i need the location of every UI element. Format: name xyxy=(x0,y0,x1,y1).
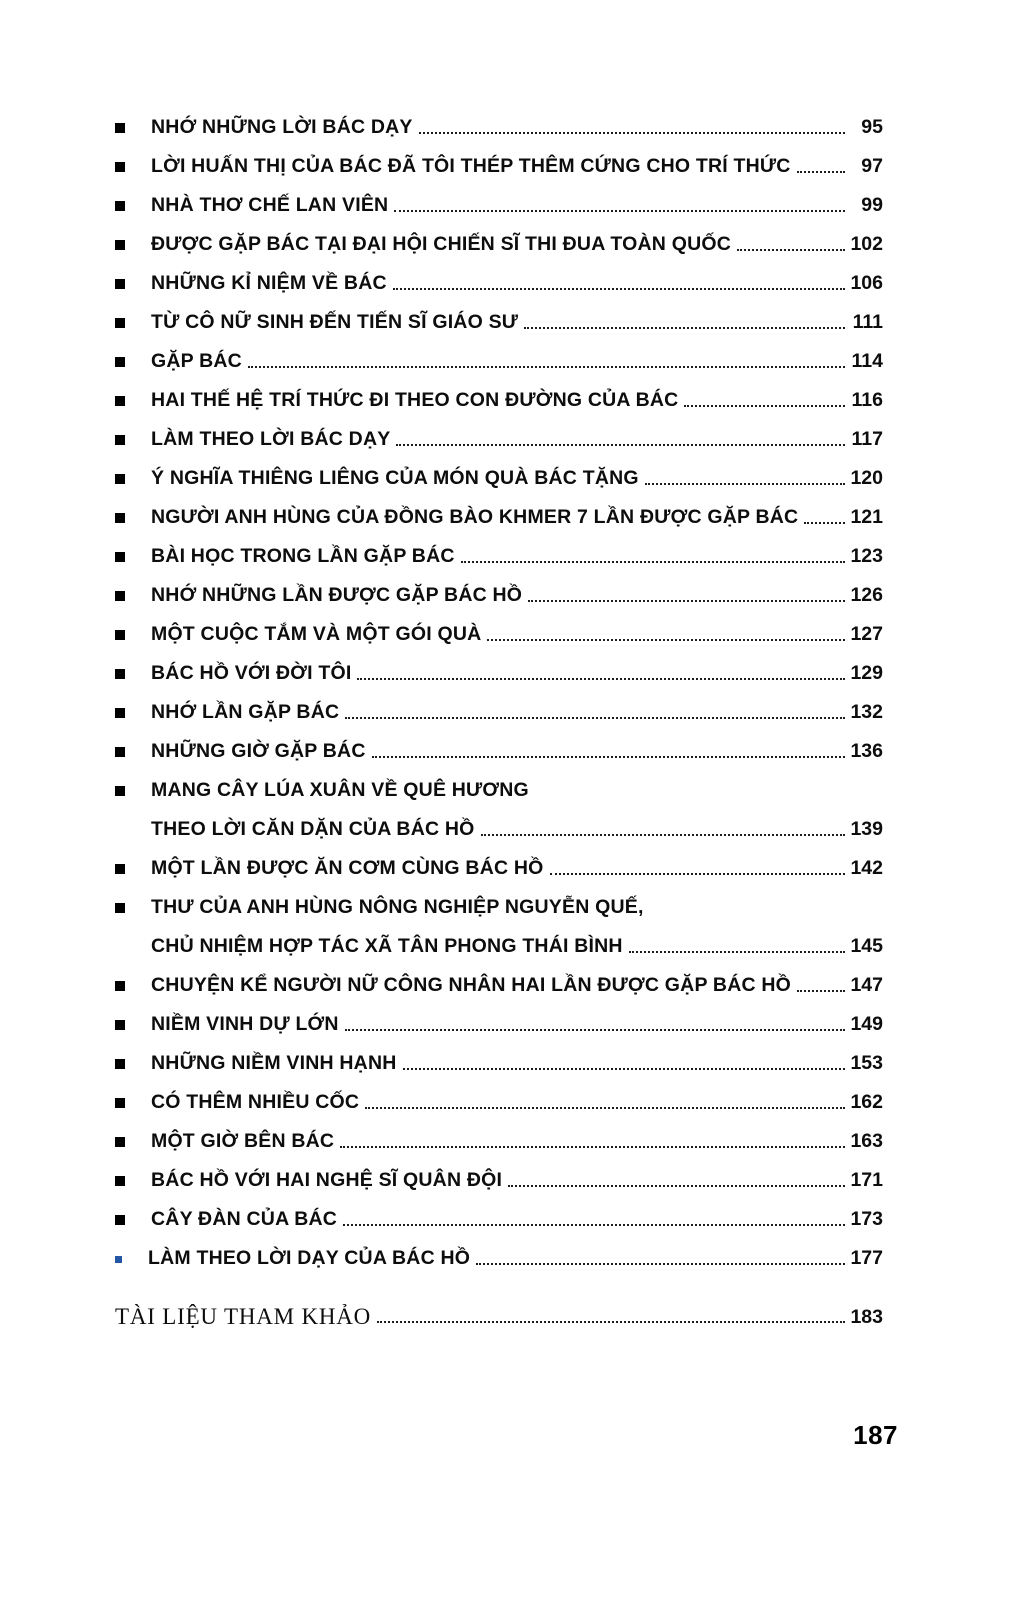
bullet-square-icon xyxy=(115,1059,125,1069)
dot-leader xyxy=(684,389,845,407)
entry-page-number: 97 xyxy=(861,155,883,177)
entry-title: LÀM THEO LỜI DẠY CỦA BÁC HỒ xyxy=(148,1247,471,1269)
toc-entry xyxy=(115,147,883,186)
entry-page-number: 127 xyxy=(850,623,883,645)
entry-page-number: 139 xyxy=(850,818,883,840)
entry-page-number: 173 xyxy=(850,1208,883,1230)
bullet-square-icon xyxy=(115,1137,125,1147)
entry-page-number: 126 xyxy=(850,584,883,606)
dot-leader xyxy=(393,272,845,290)
entry-title: NHÀ THƠ CHẾ LAN VIÊN xyxy=(151,194,389,216)
dot-leader xyxy=(396,428,845,446)
dot-leader xyxy=(419,116,845,134)
toc-entry xyxy=(115,381,883,420)
bullet-square-icon xyxy=(115,474,125,484)
entry-lines xyxy=(151,537,883,576)
entry-title: NIỀM VINH DỰ LỚN xyxy=(151,1013,339,1035)
entry-page-number: 145 xyxy=(850,935,883,957)
bullet-square-icon xyxy=(115,864,125,874)
entry-page-number: 111 xyxy=(852,311,883,333)
dot-leader xyxy=(345,1013,845,1031)
toc-entry xyxy=(115,771,883,849)
toc-list xyxy=(115,108,883,1340)
toc-entry xyxy=(115,654,883,693)
toc-entry xyxy=(115,264,883,303)
entry-page-number: 114 xyxy=(851,350,883,372)
entry-title: MỘT GIỜ BÊN BÁC xyxy=(151,1130,335,1152)
entry-page-number: 102 xyxy=(850,233,883,255)
entry-lines xyxy=(151,615,883,654)
entry-page-number: 142 xyxy=(850,857,883,879)
toc-entry xyxy=(115,693,883,732)
references-label: TÀI LIỆU THAM KHẢO xyxy=(115,1304,372,1329)
dot-leader xyxy=(461,545,845,563)
entry-page-number: 121 xyxy=(850,506,883,528)
bullet-square-icon xyxy=(115,201,125,211)
entry-page-number: 163 xyxy=(850,1130,883,1152)
entry-page-number: 171 xyxy=(850,1169,883,1191)
entry-title: CÂY ĐÀN CỦA BÁC xyxy=(151,1208,338,1230)
entry-title: CHỦ NHIỆM HỢP TÁC XÃ TÂN PHONG THÁI BÌNH xyxy=(151,935,623,957)
entry-title: THƯ CỦA ANH HÙNG NÔNG NGHIỆP NGUYỄN QUẾ, xyxy=(151,896,644,918)
bullet-square-icon xyxy=(115,1098,125,1108)
entry-title: TỪ CÔ NỮ SINH ĐẾN TIẾN SĨ GIÁO SƯ xyxy=(151,311,519,333)
entry-lines xyxy=(151,1200,883,1239)
entry-title: NHỚ NHỮNG LẦN ĐƯỢC GẶP BÁC HỒ xyxy=(151,584,523,606)
entry-lines xyxy=(151,693,883,732)
dot-leader xyxy=(629,935,845,953)
entry-lines xyxy=(151,498,883,537)
entry-lines xyxy=(151,1083,883,1122)
toc-entry xyxy=(115,576,883,615)
toc-entry xyxy=(115,342,883,381)
entry-title: NHỮNG GIỜ GẶP BÁC xyxy=(151,740,366,762)
entry-lines xyxy=(151,186,883,225)
bullet-square-icon xyxy=(115,357,125,367)
toc-entry xyxy=(115,615,883,654)
toc-entry xyxy=(115,1083,883,1122)
toc-entry xyxy=(115,1200,883,1239)
toc-entry xyxy=(115,888,883,966)
entry-page-number: 116 xyxy=(851,389,883,411)
bullet-square-icon xyxy=(115,552,125,562)
entry-page-number: 162 xyxy=(850,1091,883,1113)
entry-title: LÀM THEO LỜI BÁC DẠY xyxy=(151,428,391,450)
entry-title: LỜI HUẤN THỊ CỦA BÁC ĐÃ TÔI THÉP THÊM CỨNG CHO TRÍ THỨC xyxy=(151,155,791,177)
entry-lines xyxy=(151,576,883,615)
entry-page-number: 153 xyxy=(850,1052,883,1074)
entry-title: BÀI HỌC TRONG LẦN GẶP BÁC xyxy=(151,545,455,567)
entry-lines xyxy=(151,303,883,342)
dot-leader xyxy=(487,623,845,641)
toc-entry xyxy=(115,732,883,771)
bullet-square-icon xyxy=(115,708,125,718)
entry-title: CHUYỆN KỂ NGƯỜI NỮ CÔNG NHÂN HAI LẦN ĐƯỢC GẶP BÁC HỒ xyxy=(151,974,792,996)
toc-entry xyxy=(115,1161,883,1200)
entry-lines xyxy=(151,1005,883,1044)
dot-leader xyxy=(508,1169,845,1187)
bullet-square-icon xyxy=(115,1176,125,1186)
bullet-square-icon xyxy=(115,1256,122,1263)
toc-entry xyxy=(115,1044,883,1083)
references-entry xyxy=(115,1294,883,1340)
bullet-square-icon xyxy=(115,786,125,796)
entry-title: CÓ THÊM NHIỀU CỐC xyxy=(151,1091,360,1113)
dot-leader xyxy=(645,467,845,485)
dot-leader xyxy=(403,1052,845,1070)
entry-title: THEO LỜI CĂN DẶN CỦA BÁC HỒ xyxy=(151,818,475,840)
entry-page-number: 136 xyxy=(850,740,883,762)
bullet-square-icon xyxy=(115,396,125,406)
entry-lines xyxy=(151,342,883,381)
entry-lines xyxy=(151,966,883,1005)
entry-page-number: 129 xyxy=(850,662,883,684)
entry-title: BÁC HỒ VỚI HAI NGHỆ SĨ QUÂN ĐỘI xyxy=(151,1169,503,1191)
bullet-square-icon xyxy=(115,1020,125,1030)
entry-lines xyxy=(151,264,883,303)
toc-entry xyxy=(115,1122,883,1161)
bullet-square-icon xyxy=(115,981,125,991)
entry-title: MỘT LẦN ĐƯỢC ĂN CƠM CÙNG BÁC HỒ xyxy=(151,857,544,879)
entry-title: HAI THẾ HỆ TRÍ THỨC ĐI THEO CON ĐƯỜNG CỦA BÁC xyxy=(151,389,679,411)
entry-lines xyxy=(151,771,883,849)
entry-page-number: 149 xyxy=(850,1013,883,1035)
entry-page-number: 117 xyxy=(851,428,883,450)
toc-entry xyxy=(115,420,883,459)
toc-entry xyxy=(115,225,883,264)
entry-lines xyxy=(151,459,883,498)
entry-page-number: 132 xyxy=(850,701,883,723)
bullet-square-icon xyxy=(115,279,125,289)
toc-entry xyxy=(115,303,883,342)
entry-lines xyxy=(151,147,883,186)
toc-entry xyxy=(115,459,883,498)
entry-title: NHỚ LẦN GẶP BÁC xyxy=(151,701,340,723)
bullet-square-icon xyxy=(115,435,125,445)
bullet-square-icon xyxy=(115,747,125,757)
entry-lines xyxy=(151,732,883,771)
dot-leader xyxy=(394,194,845,212)
bullet-square-icon xyxy=(115,318,125,328)
bullet-square-icon xyxy=(115,123,125,133)
entry-lines xyxy=(151,849,883,888)
entry-title: NHỮNG KỈ NIỆM VỀ BÁC xyxy=(151,272,387,294)
bullet-square-icon xyxy=(115,240,125,250)
dot-leader xyxy=(357,662,845,680)
toc-entry xyxy=(115,1239,883,1278)
toc-entry xyxy=(115,537,883,576)
entry-lines xyxy=(151,1044,883,1083)
bullet-square-icon xyxy=(115,669,125,679)
entry-lines xyxy=(151,1161,883,1200)
entry-lines xyxy=(151,888,883,966)
entry-title: MANG CÂY LÚA XUÂN VỀ QUÊ HƯƠNG xyxy=(151,779,529,801)
entry-page-number: 120 xyxy=(850,467,883,489)
bullet-square-icon xyxy=(115,1215,125,1225)
toc-entry xyxy=(115,498,883,537)
toc-entry xyxy=(115,186,883,225)
entry-lines xyxy=(151,381,883,420)
entry-title: GẶP BÁC xyxy=(151,350,242,372)
entry-lines xyxy=(151,654,883,693)
toc-entry xyxy=(115,108,883,147)
bullet-square-icon xyxy=(115,903,125,913)
bullet-square-icon xyxy=(115,162,125,172)
dot-leader xyxy=(804,506,845,524)
bullet-square-icon xyxy=(115,513,125,523)
page-number: 187 xyxy=(853,1420,898,1450)
dot-leader xyxy=(524,311,845,329)
dot-leader xyxy=(797,974,845,992)
entry-page-number: 147 xyxy=(850,974,883,996)
entry-page-number: 123 xyxy=(850,545,883,567)
entry-title: NHỮNG NIỀM VINH HẠNH xyxy=(151,1052,397,1074)
dot-leader xyxy=(737,233,845,251)
entry-title: Ý NGHĨA THIÊNG LIÊNG CỦA MÓN QUÀ BÁC TẶNG xyxy=(151,467,639,489)
entry-page-number: 106 xyxy=(850,272,883,294)
entry-lines xyxy=(151,108,883,147)
dot-leader xyxy=(340,1130,845,1148)
entry-lines xyxy=(151,225,883,264)
dot-leader xyxy=(550,857,845,875)
dot-leader xyxy=(528,584,845,602)
dot-leader xyxy=(481,818,845,836)
dot-leader xyxy=(248,350,845,368)
toc-entry xyxy=(115,966,883,1005)
toc-entry xyxy=(115,849,883,888)
entry-title: NGƯỜI ANH HÙNG CỦA ĐỒNG BÀO KHMER 7 LẦN ĐƯỢC GẶP BÁC xyxy=(151,506,799,528)
bullet-square-icon xyxy=(115,591,125,601)
entry-title: ĐƯỢC GẶP BÁC TẠI ĐẠI HỘI CHIẾN SĨ THI ĐUA TOÀN QUỐC xyxy=(151,233,732,255)
entry-title: BÁC HỒ VỚI ĐỜI TÔI xyxy=(151,662,352,684)
dot-leader xyxy=(377,1305,845,1323)
entry-page-number: 95 xyxy=(861,116,883,138)
references-page-number: 183 xyxy=(850,1305,883,1328)
entry-title: MỘT CUỘC TẮM VÀ MỘT GÓI QUÀ xyxy=(151,623,482,645)
dot-leader xyxy=(797,155,845,173)
entry-page-number: 177 xyxy=(850,1247,883,1269)
entry-lines xyxy=(151,420,883,459)
toc-entry xyxy=(115,1005,883,1044)
bullet-square-icon xyxy=(115,630,125,640)
entry-lines xyxy=(148,1239,883,1278)
dot-leader xyxy=(345,701,845,719)
dot-leader xyxy=(372,740,845,758)
entry-page-number: 99 xyxy=(861,194,883,216)
dot-leader xyxy=(365,1091,845,1109)
entry-lines xyxy=(151,1122,883,1161)
entry-title: NHỚ NHỮNG LỜI BÁC DẠY xyxy=(151,116,413,138)
dot-leader xyxy=(476,1247,845,1265)
dot-leader xyxy=(343,1208,845,1226)
